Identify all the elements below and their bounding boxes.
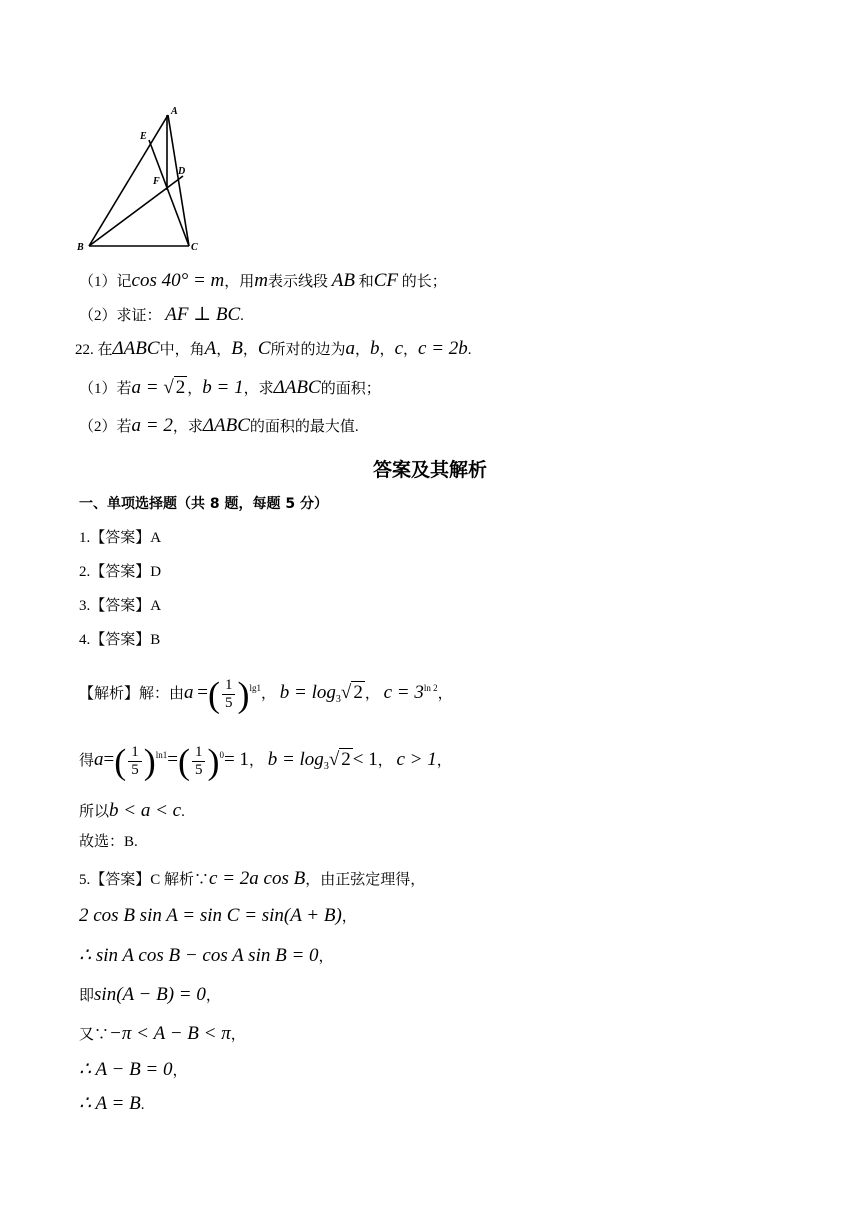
seg-ab: AB [331,270,355,291]
q22-cond: c = 2b [418,338,468,359]
ans5-l4-prefix: 又∵ [79,1027,110,1043]
c-eq: c = 3 [383,682,424,703]
log-base: 3 [335,694,341,705]
answer-2: 2.【答案】D [79,564,162,580]
ans5-l3-prefix: 即 [79,988,95,1004]
exp-0: 0 [219,750,224,760]
q21-part2 [79,305,244,324]
exp-lg1: lg1 [249,683,261,693]
ans5-line3: 即sin(A − B) = 0， [79,984,221,1005]
label-b: B [77,242,84,253]
lt-1: < 1 [352,749,378,770]
q21-p1-prefix: （1）记 [79,274,132,290]
ans5-line6: ∴ A = B. [79,1093,145,1114]
order-expr: b < a < c [109,800,182,821]
seg-cf: CF [373,270,399,291]
q21-part1 [79,271,447,290]
ans4-choice: 故选：B. [79,834,138,850]
q22-p2-end: 的面积的最大值. [249,419,359,435]
q22-p1-a: a = [131,377,164,398]
q22-p2-a: a = 2 [131,415,173,436]
ans4-analysis-1: 【解析】解：由a =( $\frac{1}{5}$ )$^{lg1}$， $b = \log_3√$ 2 ， $c = 3^{ln 2}$， [79,674,453,715]
ans5-eq: c = 2a cos B [209,868,306,889]
q22-p2-prefix: （2）若 [79,419,132,435]
ans4-conclusion: 所以b < a < c. [79,800,185,821]
q21-p1-end: 的长； [401,274,447,290]
section-heading: 一、单项选择题（共 8 题，每题 5 分） [79,496,328,512]
tri-abc: ΔABC [112,338,160,359]
q22-stem-rest: 所对的边为 [270,342,346,358]
ans4-line3-prefix: 所以 [79,804,110,820]
var-m: m [254,270,268,291]
eq-1: = 1 [223,749,249,770]
ans5-line4: 又∵−π < A − B < π， [79,1023,246,1044]
q22-p2-ask: ，求 [172,419,203,435]
q22-part1: （1）若a = √ 2 ，b = 1，求ΔABC的面积； [79,377,381,398]
triangle-figure [0,0,860,260]
tri-abc-3: ΔABC [202,415,250,436]
q22-stem-mid: 中，角 [159,342,205,358]
exp-ln1: ln1 [155,750,168,760]
q21-p2-prefix: （2）求证： [79,308,162,324]
ans5-l1: 2 cos B sin A = sin C = sin(A + B) [79,905,342,926]
ans5-l6: ∴ A = B [79,1093,141,1114]
q21-p1-mid2: 表示线段 [267,274,328,290]
label-c: C [191,242,198,253]
q21-and: 和 [358,274,374,290]
tri-abc-2: ΔABC [273,377,321,398]
ans5-line5: ∴ A − B = 0， [79,1059,188,1080]
q22-p1-ask: ，求 [243,381,274,397]
sqrt-2: 2 [175,377,186,398]
ans5-l4: −π < A − B < π [109,1023,231,1044]
angle-list: A [204,338,217,359]
label-e: E [140,131,147,142]
c-gt-1: c > 1 [396,749,437,770]
q22-p1-b: b = 1 [202,377,244,398]
answers-title: 答案及其解析 [372,459,487,481]
ans4-analysis-2: 得a=( $\frac{1}{5}$ )$^{ln1}$=( $\frac{1}{5}$ )$^0$= 1， $b = \log_3√$ 2 < 1， c > 1， [79,741,452,782]
cos40-expr: cos 40° = m [131,270,225,291]
answer-4: 4.【答案】B [79,632,161,648]
ans5-tail: ，由正弦定理得， [305,872,426,888]
ans5-line1: 2 cos B sin A = sin C = sin(A + B)， [79,905,357,926]
ans5-head-text: 5.【答案】C 解析∵ [79,872,210,888]
q22-stem: 22. 在ΔABC中，角A，B，C所对的边为a，b，c，c = 2b. [75,338,472,359]
ans4-analysis-label: 【解析】解：由 [79,686,185,702]
ans5-l2: ∴ sin A cos B − cos A sin B = 0 [79,945,319,966]
label-d: D [178,166,186,177]
q22-part2 [79,416,359,435]
ans5-line2: ∴ sin A cos B − cos A sin B = 0， [79,945,334,966]
label-a: A [171,106,178,117]
perp-expr: AF ⊥ BC [165,304,241,325]
q21-p1-mid: ，用 [224,274,255,290]
ans5-l3: sin(A − B) = 0 [94,984,206,1005]
label-f: F [153,176,160,187]
exp-ln2: ln 2 [423,683,438,693]
q22-p1-prefix: （1）若 [79,381,132,397]
ans5-head [79,869,425,888]
b-log: b = log [279,682,336,703]
ans4-line2-prefix: 得 [79,753,95,769]
answer-1: 1.【答案】A [79,530,162,546]
q22-p1-end: 的面积； [320,381,381,397]
ans5-l5: ∴ A − B = 0 [79,1059,173,1080]
sqrt-val: 2 [353,682,363,703]
q21-period: . [240,308,244,324]
answer-3: 3.【答案】A [79,598,162,614]
q22-num: 22. 在 [75,342,113,358]
